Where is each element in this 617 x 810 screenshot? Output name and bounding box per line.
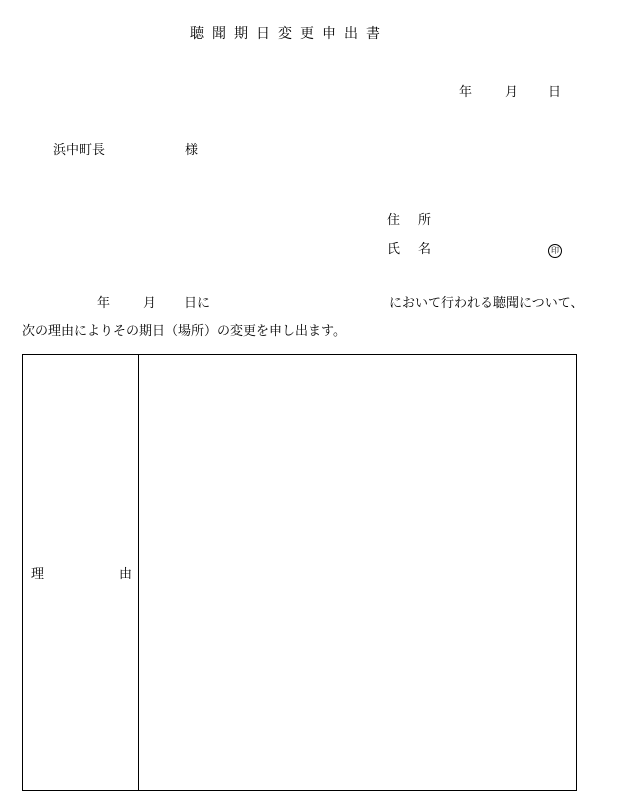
document-title: 聴聞期日変更申出書 bbox=[190, 26, 388, 42]
reason-content-cell[interactable] bbox=[139, 355, 576, 790]
reason-table bbox=[22, 354, 577, 791]
name-label-char-1: 氏 bbox=[387, 242, 401, 257]
address-label-char-1: 住 bbox=[387, 213, 401, 228]
date-day-label: 日 bbox=[548, 85, 562, 100]
addressee-honorific: 様 bbox=[185, 143, 199, 158]
body-year-label: 年 bbox=[97, 296, 111, 311]
seal-mark bbox=[548, 242, 562, 258]
date-year-label: 年 bbox=[459, 85, 473, 100]
seal-icon: 印 bbox=[548, 244, 562, 258]
addressee-name: 浜中町長 bbox=[53, 143, 106, 158]
body-line1-tail: において行われる聴聞について、 bbox=[389, 296, 584, 311]
reason-label-char-1: 理 bbox=[31, 567, 45, 582]
address-label-char-2: 所 bbox=[418, 213, 432, 228]
name-label-char-2: 名 bbox=[418, 242, 432, 257]
date-month-label: 月 bbox=[505, 85, 519, 100]
reason-label-char-2: 由 bbox=[119, 567, 133, 582]
body-month-label: 月 bbox=[143, 296, 157, 311]
body-line2: 次の理由によりその期日（場所）の変更を申し出ます。 bbox=[22, 324, 346, 339]
body-day-label: 日に bbox=[184, 296, 211, 311]
reason-label-cell bbox=[23, 355, 139, 790]
